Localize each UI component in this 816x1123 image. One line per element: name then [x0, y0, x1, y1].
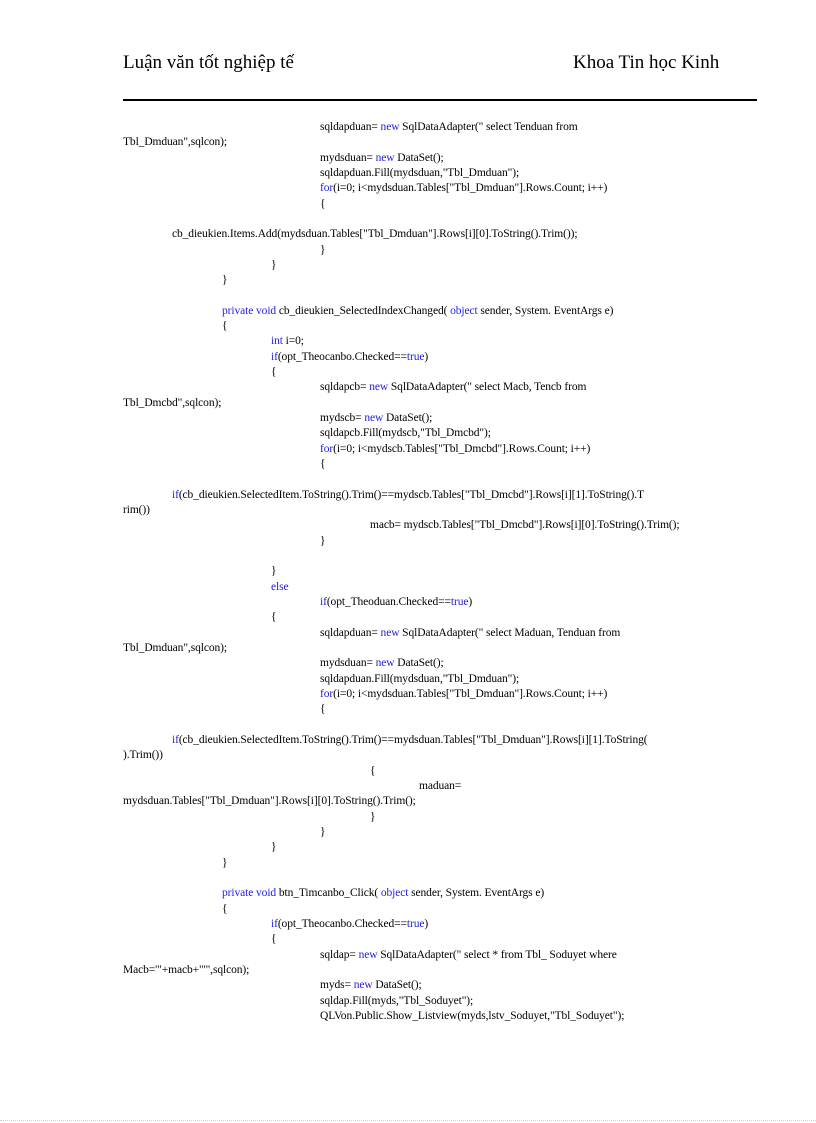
code-line [271, 334, 304, 348]
code-text: } [370, 811, 376, 823]
code-keyword: private [222, 887, 254, 899]
code-line [320, 243, 325, 257]
code-text: (cb_dieukien.SelectedItem.ToString().Trim()==mydsduan.Tables["Tbl_Dmduan"].Rows[i][1].ToString( [178, 734, 648, 746]
code-line [123, 963, 249, 977]
code-line [370, 764, 375, 778]
code-keyword: true [450, 596, 469, 608]
code-line [320, 534, 325, 548]
code-line [271, 365, 276, 379]
code-line [320, 151, 444, 165]
code-line [222, 902, 227, 916]
code-line [320, 948, 617, 962]
code-text: } [271, 259, 277, 271]
code-text: sqldap= [320, 949, 359, 961]
code-keyword: for [320, 443, 334, 455]
code-text: } [271, 841, 277, 853]
code-text: cb_dieukien.Items.Add(mydsduan.Tables["Tbl_Dmduan"].Rows[i][0].ToString().Trim()); [172, 228, 578, 240]
code-line [222, 886, 544, 900]
code-text: rim()) [123, 504, 150, 516]
code-text: { [271, 366, 277, 378]
code-text: (cb_dieukien.SelectedItem.ToString().Trim()==mydscb.Tables["Tbl_Dmcbd"].Rows[i][1].ToString().T [178, 489, 644, 501]
code-text: Tbl_Dmcbd",sqlcon); [123, 397, 222, 409]
code-text: SqlDataAdapter(" select Macb, Tencb from [388, 381, 587, 393]
code-keyword: else [271, 581, 289, 593]
code-line [123, 748, 163, 762]
header-right-title: Khoa Tin học Kinh [573, 52, 720, 73]
code-line [271, 917, 428, 931]
code-line [123, 641, 227, 655]
code-text: sender, System. EventArgs e) [408, 887, 545, 899]
code-text: (opt_Theocanbo.Checked== [277, 918, 407, 930]
code-keyword: if [271, 351, 278, 363]
code-keyword: if [172, 734, 179, 746]
code-text: DataSet(); [394, 657, 444, 669]
code-line [172, 488, 644, 502]
code-text: } [320, 535, 326, 547]
code-line [320, 380, 586, 394]
page-bottom-border [0, 1120, 816, 1121]
code-text: ).Trim()) [123, 749, 163, 761]
code-text: DataSet(); [383, 412, 433, 424]
code-text: sqldapcb= [320, 381, 370, 393]
code-text: mydsduan= [320, 657, 376, 669]
code-text: (i=0; i<mydsduan.Tables["Tbl_Dmduan"].Rows.Count; i++) [333, 688, 608, 700]
code-line [320, 426, 491, 440]
code-line [123, 396, 221, 410]
code-text: (i=0; i<mydsduan.Tables["Tbl_Dmduan"].Rows.Count; i++) [333, 182, 608, 194]
code-keyword: if [320, 596, 327, 608]
code-text: sqldapduan.Fill(mydsduan,"Tbl_Dmduan"); [320, 167, 520, 179]
code-keyword: new [364, 412, 384, 424]
code-text: } [320, 244, 326, 256]
code-line [370, 518, 679, 532]
code-line [320, 166, 519, 180]
code-keyword: object [380, 887, 409, 899]
code-text: } [320, 826, 326, 838]
code-line [271, 840, 276, 854]
code-text: i=0; [282, 335, 304, 347]
code-keyword: true [406, 351, 425, 363]
code-text: myds= [320, 979, 354, 991]
code-line [222, 856, 227, 870]
code-line [320, 120, 578, 134]
header-left-title: Luận văn tốt nghiệp tế [123, 52, 294, 73]
code-line [419, 779, 461, 793]
code-text: sqldapduan= [320, 121, 381, 133]
code-text: Tbl_Dmduan",sqlcon); [123, 642, 227, 654]
code-text: ) [424, 918, 429, 930]
code-line [320, 411, 432, 425]
code-text: (i=0; i<mydscb.Tables["Tbl_Dmcbd"].Rows.Count; i++) [333, 443, 591, 455]
code-text: mydsduan= [320, 152, 376, 164]
code-keyword: for [320, 688, 334, 700]
code-text: mydscb= [320, 412, 365, 424]
code-text: Tbl_Dmduan",sqlcon); [123, 136, 227, 148]
code-line [222, 319, 227, 333]
code-text: { [222, 903, 228, 915]
code-line [222, 304, 613, 318]
code-line [271, 564, 276, 578]
code-text: DataSet(); [372, 979, 422, 991]
code-keyword: new [380, 627, 400, 639]
code-text: QLVon.Public.Show_Listview(myds,lstv_Soduyet,"Tbl_Soduyet"); [320, 1010, 625, 1022]
code-line [370, 810, 375, 824]
code-keyword: object [450, 305, 478, 317]
code-line [271, 580, 288, 594]
code-text: mydsduan.Tables["Tbl_Dmduan"].Rows[i][0].ToString().Trim(); [123, 795, 416, 807]
code-line [271, 258, 276, 272]
code-text: maduan= [419, 780, 462, 792]
code-text: } [222, 274, 228, 286]
code-line [271, 932, 276, 946]
code-line [123, 794, 416, 808]
code-line [320, 994, 473, 1008]
code-keyword: for [320, 182, 334, 194]
code-line [271, 610, 276, 624]
code-keyword: new [375, 152, 395, 164]
code-line [320, 197, 325, 211]
code-line [222, 273, 227, 287]
code-line [320, 978, 422, 992]
code-keyword: new [358, 949, 378, 961]
code-line [123, 503, 150, 517]
code-text: SqlDataAdapter(" select Tenduan from [399, 121, 578, 133]
code-text: sqldapduan.Fill(mydsduan,"Tbl_Dmduan"); [320, 673, 520, 685]
code-text: sqldapcb.Fill(mydscb,"Tbl_Dmcbd"); [320, 427, 491, 439]
code-line [320, 1009, 624, 1023]
code-keyword: if [271, 918, 278, 930]
code-text: { [222, 320, 228, 332]
code-line [320, 702, 325, 716]
code-text: sender, System. EventArgs e) [477, 305, 614, 317]
code-text: btn_Timcanbo_Click( [276, 887, 381, 899]
code-keyword: void [256, 887, 277, 899]
code-text: SqlDataAdapter(" select Maduan, Tenduan from [399, 627, 621, 639]
code-text: ) [424, 351, 429, 363]
code-keyword: new [380, 121, 400, 133]
code-text: } [271, 565, 277, 577]
code-text: { [370, 765, 376, 777]
code-text: ) [468, 596, 473, 608]
code-line [320, 687, 607, 701]
code-text: DataSet(); [394, 152, 444, 164]
code-line [320, 442, 590, 456]
code-text: { [271, 611, 277, 623]
code-line [123, 135, 227, 149]
code-text: } [222, 857, 228, 869]
code-keyword: true [406, 918, 425, 930]
code-keyword: int [271, 335, 283, 347]
code-line [320, 672, 519, 686]
code-line [320, 626, 620, 640]
code-line [320, 825, 325, 839]
code-line [271, 350, 428, 364]
code-text: { [320, 458, 326, 470]
code-line [320, 595, 472, 609]
code-text: SqlDataAdapter(" select * from Tbl_ Soduyet where [377, 949, 617, 961]
code-keyword: if [172, 489, 179, 501]
code-text: sqldap.Fill(myds,"Tbl_Soduyet"); [320, 995, 474, 1007]
code-text: sqldapduan= [320, 627, 381, 639]
code-keyword: private [222, 305, 254, 317]
code-text: { [320, 198, 326, 210]
code-text: Macb='"+macb+"'",sqlcon); [123, 964, 250, 976]
code-keyword: new [353, 979, 373, 991]
code-text: { [320, 703, 326, 715]
code-line [320, 656, 444, 670]
code-text: { [271, 933, 277, 945]
code-line [320, 457, 325, 471]
code-line [172, 733, 647, 747]
code-line [320, 181, 607, 195]
code-text: (opt_Theocanbo.Checked== [277, 351, 407, 363]
code-keyword: void [256, 305, 277, 317]
code-text: cb_dieukien_SelectedIndexChanged( [276, 305, 451, 317]
code-text: macb= mydscb.Tables["Tbl_Dmcbd"].Rows[i][0].ToString().Trim(); [370, 519, 680, 531]
code-text: (opt_Theoduan.Checked== [326, 596, 451, 608]
code-line [172, 227, 577, 241]
code-keyword: new [369, 381, 389, 393]
code-keyword: new [375, 657, 395, 669]
